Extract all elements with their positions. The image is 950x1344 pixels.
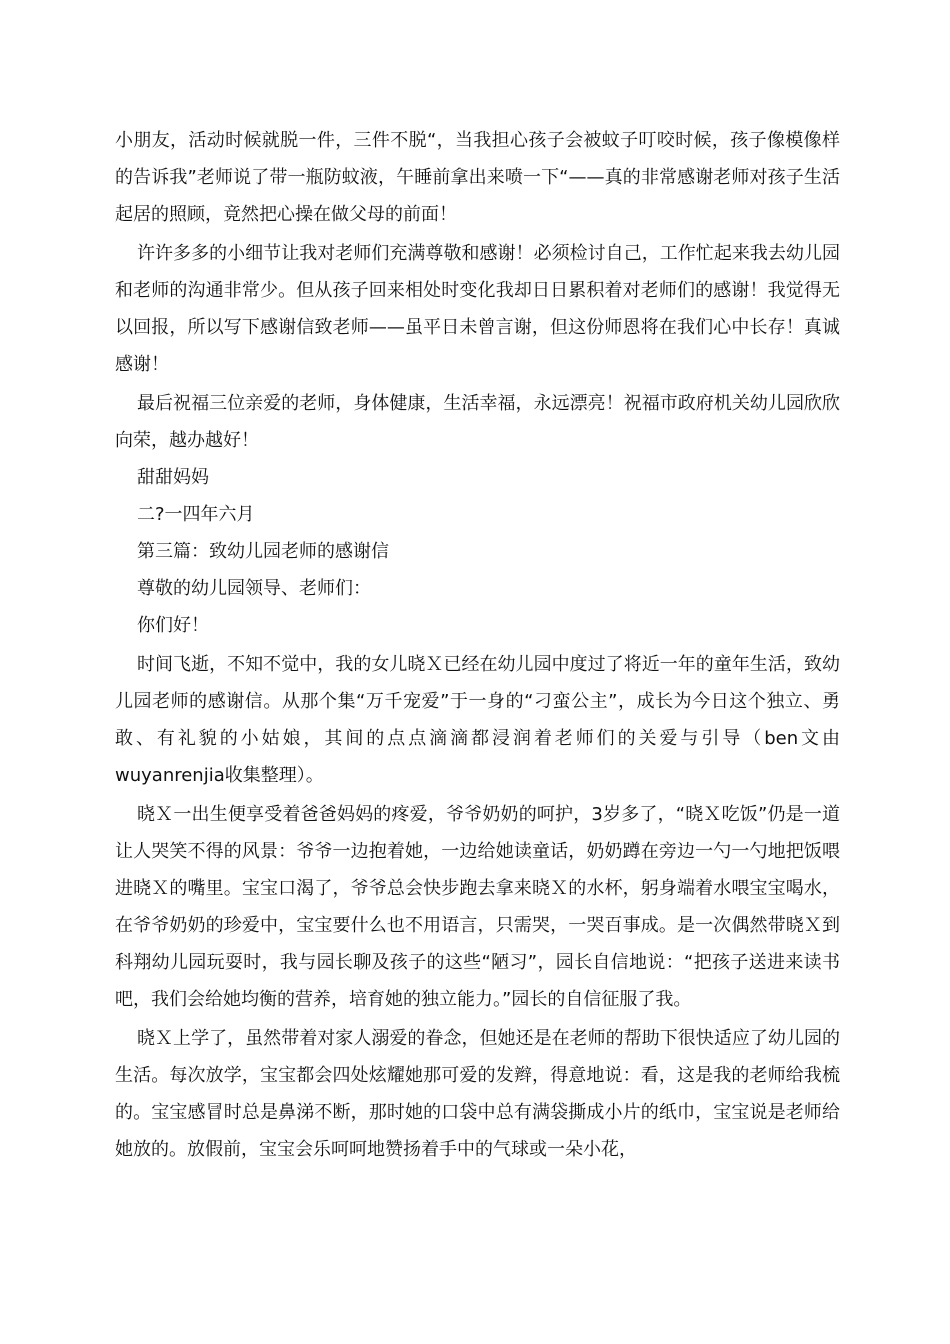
document-body — [115, 122, 840, 1168]
paragraph-9: 时间飞逝，不知不觉中，我的女儿晓Ｘ已经在幼儿园中度过了将近一年的童年生活，致幼儿园老师的感谢信。从那个集“万千宠爱”于一身的“刁蛮公主”，成长为今日这个独立、勇敢、有礼貌的小姑娘，其间的点点滴滴都浸润着老师们的关爱与引导（ben文由wuyanrenjia收集整理）。 — [115, 654, 840, 786]
paragraph-10: 晓Ｘ一出生便享受着爸爸妈妈的疼爱，爷爷奶奶的呵护，3岁多了，“晓Ｘ吃饭”仍是一道让人哭笑不得的风景：爷爷一边抱着她，一边给她读童话，奶奶蹲在旁边一勺一勺地把饭喂进晓Ｘ的嘴里。宝宝口渴了，爷爷总会快步跑去拿来晓Ｘ的水杯，躬身端着水喂宝宝喝水，在爷爷奶奶的珍爱中，宝宝要什么也不用语言，只需哭，一哭百事成。是一次偶然带晓Ｘ到科翔幼儿园玩耍时，我与园长聊及孩子的这些“陋习”，园长自信地说：“把孩子送进来读书吧，我们会给她均衡的营养，培育她的独立能力。”园长的自信征服了我。 — [115, 804, 840, 1010]
paragraph-1: 小朋友，活动时候就脱一件，三件不脱“，当我担心孩子会被蚊子叮咬时候，孩子像模像样的告诉我”老师说了带一瓶防蚊液，午睡前拿出来喷一下“——真的非常感谢老师对孩子生活起居的照顾，竟然把心操在做父母的前面！ — [115, 130, 840, 225]
paragraph-2: 许许多多的小细节让我对老师们充满尊敬和感谢！必须检讨自己，工作忙起来我去幼儿园和老师的沟通非常少。但从孩子回来相处时变化我却日日累积着对老师们的感谢！我觉得无以回报，所以写下感谢信致老师——虽平日未曾言谢，但这份师恩将在我们心中长存！真诚感谢！ — [115, 243, 840, 375]
salutation: 尊敬的幼儿园领导、老师们： — [137, 578, 371, 599]
date-line: 二?一四年六月 — [137, 504, 255, 525]
signature: 甜甜妈妈 — [137, 467, 209, 488]
paragraph-11: 晓Ｘ上学了，虽然带着对家人溺爱的眷念，但她还是在老师的帮助下很快适应了幼儿园的生活。每次放学，宝宝都会四处炫耀她那可爱的发辫，得意地说：看，这是我的老师给我梳的。宝宝感冒时总是鼻涕不断，那时她的口袋中总有满袋撕成小片的纸巾，宝宝说是老师给她放的。放假前，宝宝会乐呵呵地赞扬着手中的气球或一朵小花， — [115, 1028, 840, 1160]
paragraph-3: 最后祝福三位亲爱的老师，身体健康，生活幸福，永远漂亮！祝福市政府机关幼儿园欣欣向荣，越办越好！ — [115, 393, 840, 451]
section-title: 第三篇：致幼儿园老师的感谢信 — [137, 541, 389, 562]
greeting: 你们好！ — [137, 615, 209, 636]
